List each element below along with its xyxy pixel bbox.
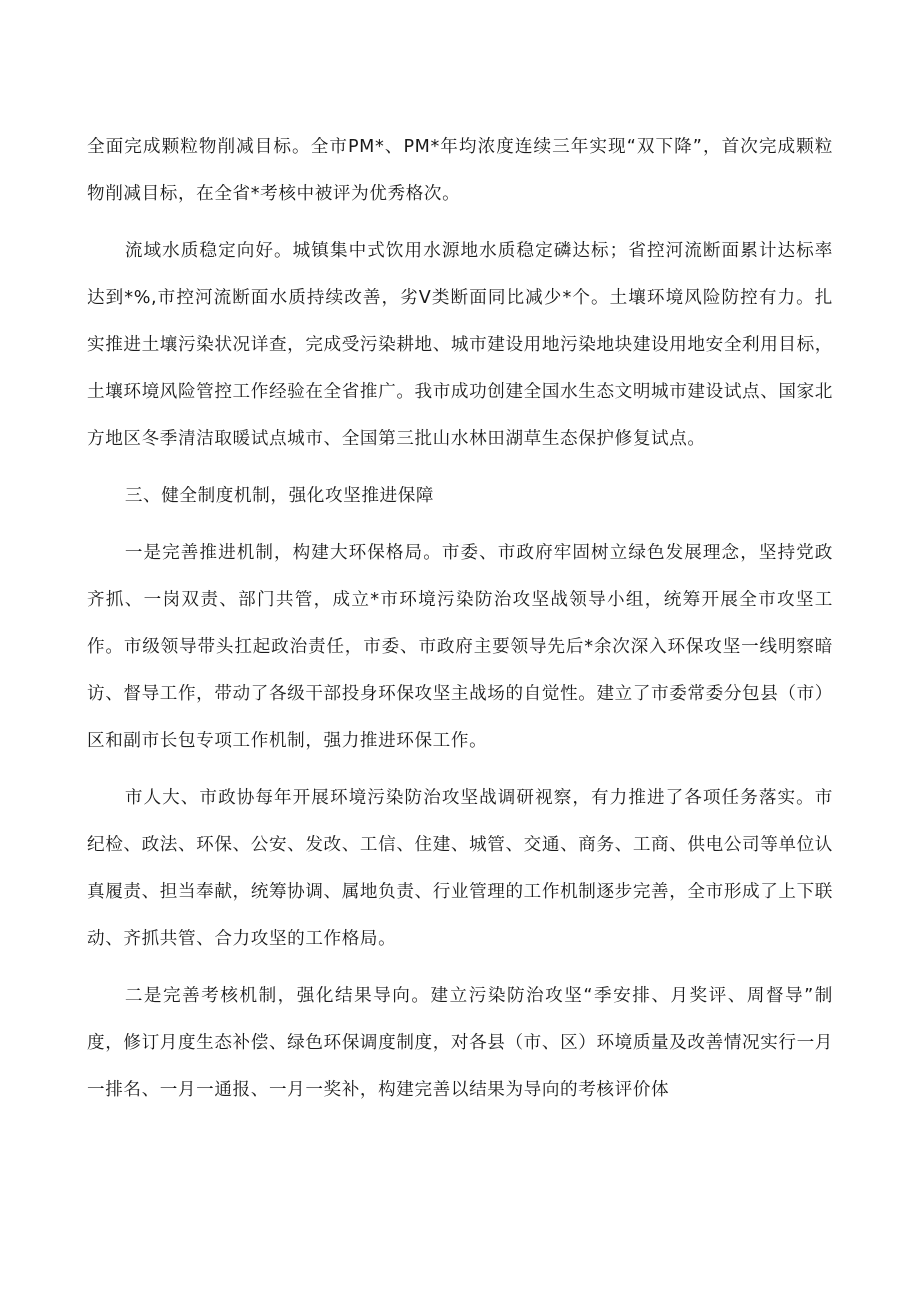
- document-body: [87, 124, 833, 1124]
- paragraph-particulate-targets: 全面完成颗粒物削减目标。全市PM*、PM*年均浓度连续三年实现“双下降”，首次完成颗粒物削减目标，在全省*考核中被评为优秀格次。: [87, 137, 833, 204]
- paragraph-promotion-mechanism: 一是完善推进机制，构建大环保格局。市委、市政府牢固树立绿色发展理念，坚持党政齐抓、一岗双责、部门共管，成立*市环境污染防治攻坚战领导小组，统筹开展全市攻坚工作。市级领导带头扛起政治责任，市委、市政府主要领导先后*余次深入环保攻坚一线明察暗访、督导工作，带动了各级干部投身环保攻坚主战场的自觉性。建立了市委常委分包县（市）区和副市长包专项工作机制，强力推进环保工作。: [87, 543, 833, 751]
- paragraph-water-quality: 流域水质稳定向好。城镇集中式饮用水源地水质稳定磷达标；省控河流断面累计达标率达到*%,市控河流断面水质持续改善，劣V类断面同比减少*个。土壤环境风险防控有力。扎实推进土壤污染状况详查，完成受污染耕地、城市建设用地污染地块建设用地安全利用目标，土壤环境风险管控工作经验在全省推广。我市成功创建全国水生态文明城市建设试点、国家北方地区冬季清洁取暖试点城市、全国第三批山水林田湖草生态保护修复试点。: [87, 241, 833, 449]
- section-heading: 三、健全制度机制，强化攻坚推进保障: [124, 486, 435, 506]
- paragraph-joint-efforts: 市人大、市政协每年开展环境污染防治攻坚战调研视察，有力推进了各项任务落实。市纪检、政法、环保、公安、发改、工信、住建、城管、交通、商务、工商、供电公司等单位认真履责、担当奉献，统筹协调、属地负责、行业管理的工作机制逐步完善，全市形成了上下联动、齐抓共管、合力攻坚的工作格局。: [87, 788, 833, 949]
- paragraph-assessment-mechanism: 二是完善考核机制，强化结果导向。建立污染防治攻坚“季安排、月奖评、周督导”制度，修订月度生态补偿、绿色环保调度制度，对各县（市、区）环境质量及改善情况实行一月一排名、一月一通报、一月一奖补，构建完善以结果为导向的考核评价体: [87, 986, 833, 1100]
